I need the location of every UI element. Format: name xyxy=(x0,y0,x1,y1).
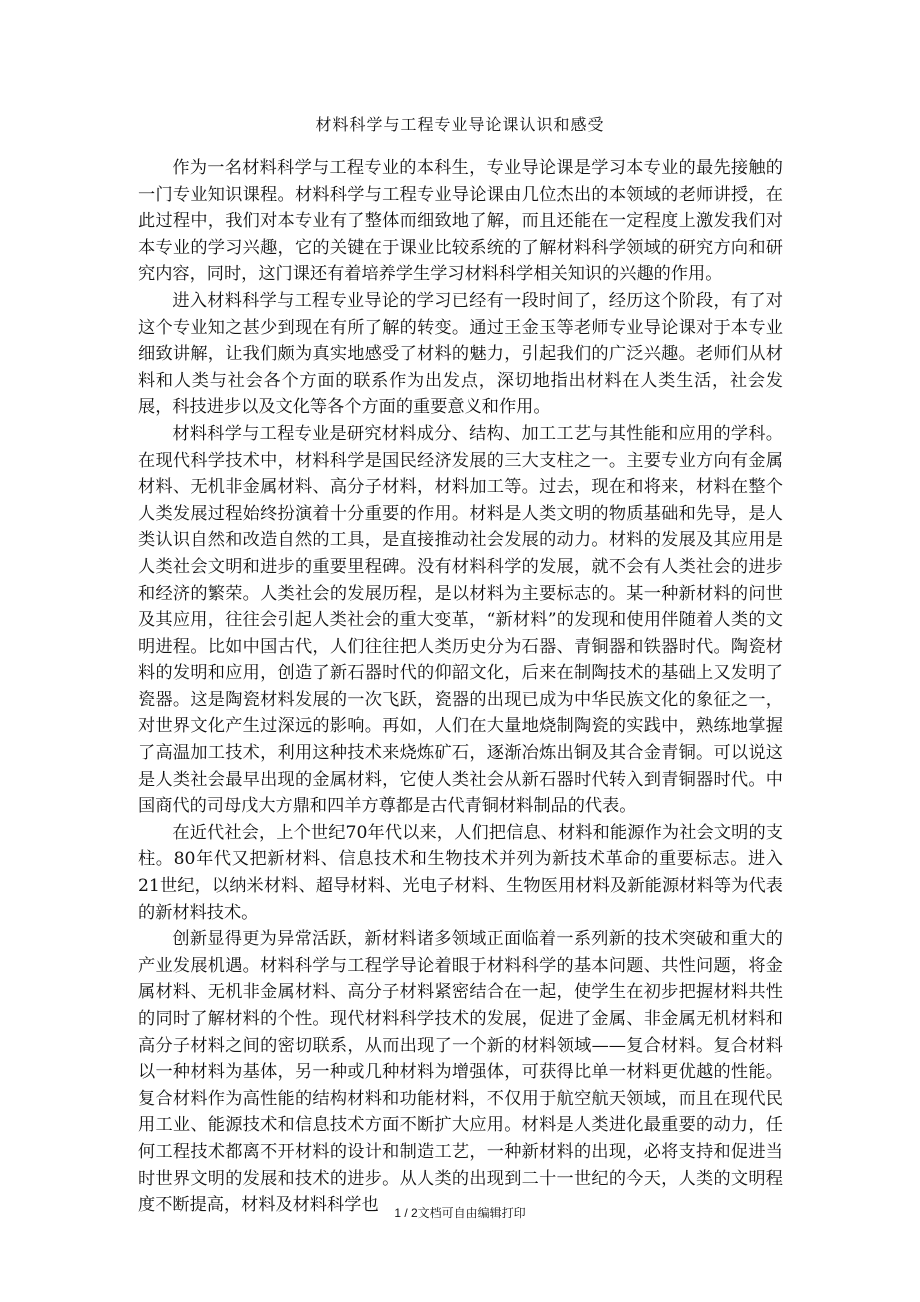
paragraph-2: 进入材料科学与工程专业导论的学习已经有一段时间了，经历这个阶段，有了对这个专业知之甚少到现在有所了解的转变。通过王金玉等老师专业导论课对于本专业细致讲解，让我们颇为真实地感受了材料的魅力，引起我们的广泛兴趣。老师们从材料和人类与社会各个方面的联系作为出发点，深切地指出材料在人类生活，社会发展，科技进步以及文化等各个方面的重要意义和作用。 xyxy=(138,290,783,418)
paragraph-4: 在近代社会，上个世纪70年代以来，人们把信息、材料和能源作为社会文明的支柱。80年代又把新材料、信息技术和生物技术并列为新技术革命的重要标志。进入21世纪，以纳米材料、超导材料、光电子材料、生物医用材料及新能源材料等为代表的新材料技术。 xyxy=(138,822,783,923)
page-footer: 1 / 2文档可自由编辑打印 xyxy=(394,1206,526,1220)
document-title: 材料科学与工程专业导论课认识和感受 xyxy=(315,115,605,134)
paragraph-1: 作为一名材料科学与工程专业的本科生，专业导论课是学习本专业的最先接触的一门专业知识课程。材料科学与工程专业导论课由几位杰出的本领域的老师讲授，在此过程中，我们对本专业有了整体而细致地了解，而且还能在一定程度上激发我们对本专业的学习兴趣，它的关键在于课业比较系统的了解材料科学领域的研究方向和研究内容，同时，这门课还有着培养学生学习材料科学相关知识的兴趣的作用。 xyxy=(138,158,783,285)
document-body xyxy=(138,155,783,1219)
paragraph-5: 创新显得更为异常活跃，新材料诸多领域正面临着一系列新的技术突破和重大的产业发展机遇。材料科学与工程学导论着眼于材料科学的基本问题、共性问题，将金属材料、无机非金属材料、高分子材料紧密结合在一起，使学生在初步把握材料共性的同时了解材料的个性。现代材料科学技术的发展，促进了金属、非金属无机材料和高分子材料之间的密切联系，从而出现了一个新的材料领域——复合材料。复合材料以一种材料为基体，另一种或几种材料为增强体，可获得比单一材料更优越的性能。复合材料作为高性能的结构材料和功能材料，不仅用于航空航天领域，而且在现代民用工业、能源技术和信息技术方面不断扩大应用。材料是人类进化最重要的动力，任何工程技术都离不开材料的设计和制造工艺，一种新材料的出现，必将支持和促进当时世界文明的发展和技术的进步。从人类的出现到二十一世纪的今天，人类的文明程度不断提高，材料及材料科学也 xyxy=(138,929,783,1216)
paragraph-3: 材料科学与工程专业是研究材料成分、结构、加工工艺与其性能和应用的学科。在现代科学技术中，材料科学是国民经济发展的三大支柱之一。主要专业方向有金属材料、无机非金属材料、高分子材料，材料加工等。过去，现在和将来，材料在整个人类发展过程始终扮演着十分重要的作用。材料是人类文明的物质基础和先导，是人类认识自然和改造自然的工具，是直接推动社会发展的动力。材料的发展及其应用是人类社会文明和进步的重要里程碑。没有材料科学的发展，就不会有人类社会的进步和经济的繁荣。人类社会的发展历程，是以材料为主要标志的。某一种新材料的问世及其应用，往往会引起人类社会的重大变革，“新材料”的发现和使用伴随着人类的文明进程。比如中国古代，人们往往把人类历史分为石器、青铜器和铁器时代。陶瓷材料的发明和应用，创造了新石器时代的仰韶文化，后来在制陶技术的基础上又发明了瓷器。这是陶瓷材料发展的一次飞跃，瓷器的出现已成为中华民族文化的象征之一，对世界文化产生过深远的影响。再如，人们在大量地烧制陶瓷的实践中，熟练地掌握了高温加工技术，利用这种技术来烧炼矿石，逐渐冶炼出铜及其合金青铜。可以说这是人类社会最早出现的金属材料，它使人类社会从新石器时代转入到青铜器时代。中国商代的司母戊大方鼎和四羊方尊都是古代青铜材料制品的代表。 xyxy=(138,423,783,817)
